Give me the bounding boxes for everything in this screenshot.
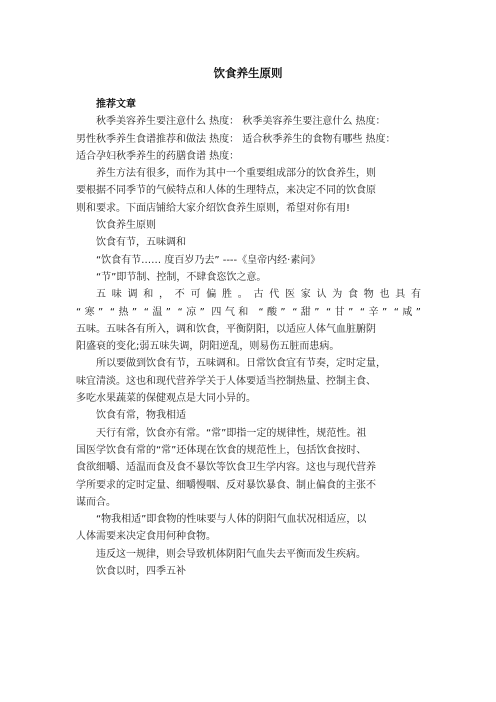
body-text-line: 秋季美容养生要注意什么 热度： 秋季美容养生要注意什么 热度： — [96, 116, 386, 128]
body-text-line: “饮食有节…… 度百岁乃去” ----《皇帝内经·素问》 — [96, 254, 321, 266]
body-text-line: 饮食以时，四季五补 — [96, 566, 186, 578]
body-text-line: 饮食养生原则 — [96, 220, 156, 232]
body-text-line: 人体需要来决定食用何种食物。 — [76, 531, 216, 543]
body-text-line: “物我相适”即食物的性味要与人体的阴阳气血状况相适应，以 — [96, 514, 367, 526]
body-text-line: 阳盛衰的变化;弱五味失调，阴阳逆乱，则易伤五脏而患病。 — [76, 341, 340, 353]
body-text-line: 则和要求。下面店铺给大家介绍饮食养生原则，希望对你有用! — [76, 202, 351, 214]
document-title: 饮食养生原则 — [213, 66, 283, 80]
body-text-line: 谋而合。 — [76, 496, 116, 508]
body-text-line: 违反这一规律，则会导致机体阴阳气血失去平衡而发生疾病。 — [96, 548, 366, 560]
body-text-line: 国医学饮食有常的“常”还体现在饮食的规范性上，包括饮食按时、 — [76, 444, 367, 456]
body-text-line: 要根据不同季节的气候特点和人体的生理特点，来决定不同的饮食原 — [76, 185, 376, 197]
body-text-line: 五 味 调 和 ， 不 可 偏 胜 。 古 代 医 家 认 为 食 物 也 具 有 — [96, 289, 421, 301]
recommended-heading: 推荐文章 — [96, 99, 136, 110]
body-text-line: “寒” “热” “温” “凉” 四气和 “酸” “甜” “甘” “辛” “咸” — [76, 306, 421, 318]
body-text-line: 养生方法有很多，而作为其中一个重要组成部分的饮食养生，则 — [96, 168, 376, 180]
body-text-line: 天行有常，饮食亦有常。“常”即指一定的规律性，规范性。祖 — [96, 427, 367, 439]
body-text-line: 食欲细嚼、适温而食及食不暴饮等饮食卫生学内容。这也与现代营养 — [76, 462, 376, 474]
body-text-line: 五味。五味各有所入，调和饮食，平衡阴阳，以适应人体气血脏腑阴 — [76, 323, 376, 335]
body-text-line: “节”即节制、控制，不肆食恣饮之意。 — [96, 271, 267, 283]
body-text-line: 味宜清淡。这也和现代营养学关于人体要适当控制热量、控制主食、 — [76, 375, 376, 387]
body-text-line: 饮食有节，五味调和 — [96, 237, 186, 249]
body-text-line: 男性秋季养生食谱推荐和做法 热度： 适合秋季养生的食物有哪些 热度： — [76, 133, 396, 145]
document-body — [76, 96, 421, 580]
body-text-line: 饮食有常，物我相适 — [96, 410, 186, 422]
body-text-line: 多吃水果蔬菜的保健观点是大同小异的。 — [76, 393, 256, 405]
body-text-line: 所以要做到饮食有节，五味调和。日常饮食宜有节奏，定时定量， — [96, 358, 386, 370]
body-text-line: 适合孕妇秋季养生的药膳食谱 热度： — [76, 150, 240, 162]
body-text-line: 学所要求的定时定量、细嚼慢咽、反对暴饮暴食、制止偏食的主张不 — [76, 479, 376, 491]
